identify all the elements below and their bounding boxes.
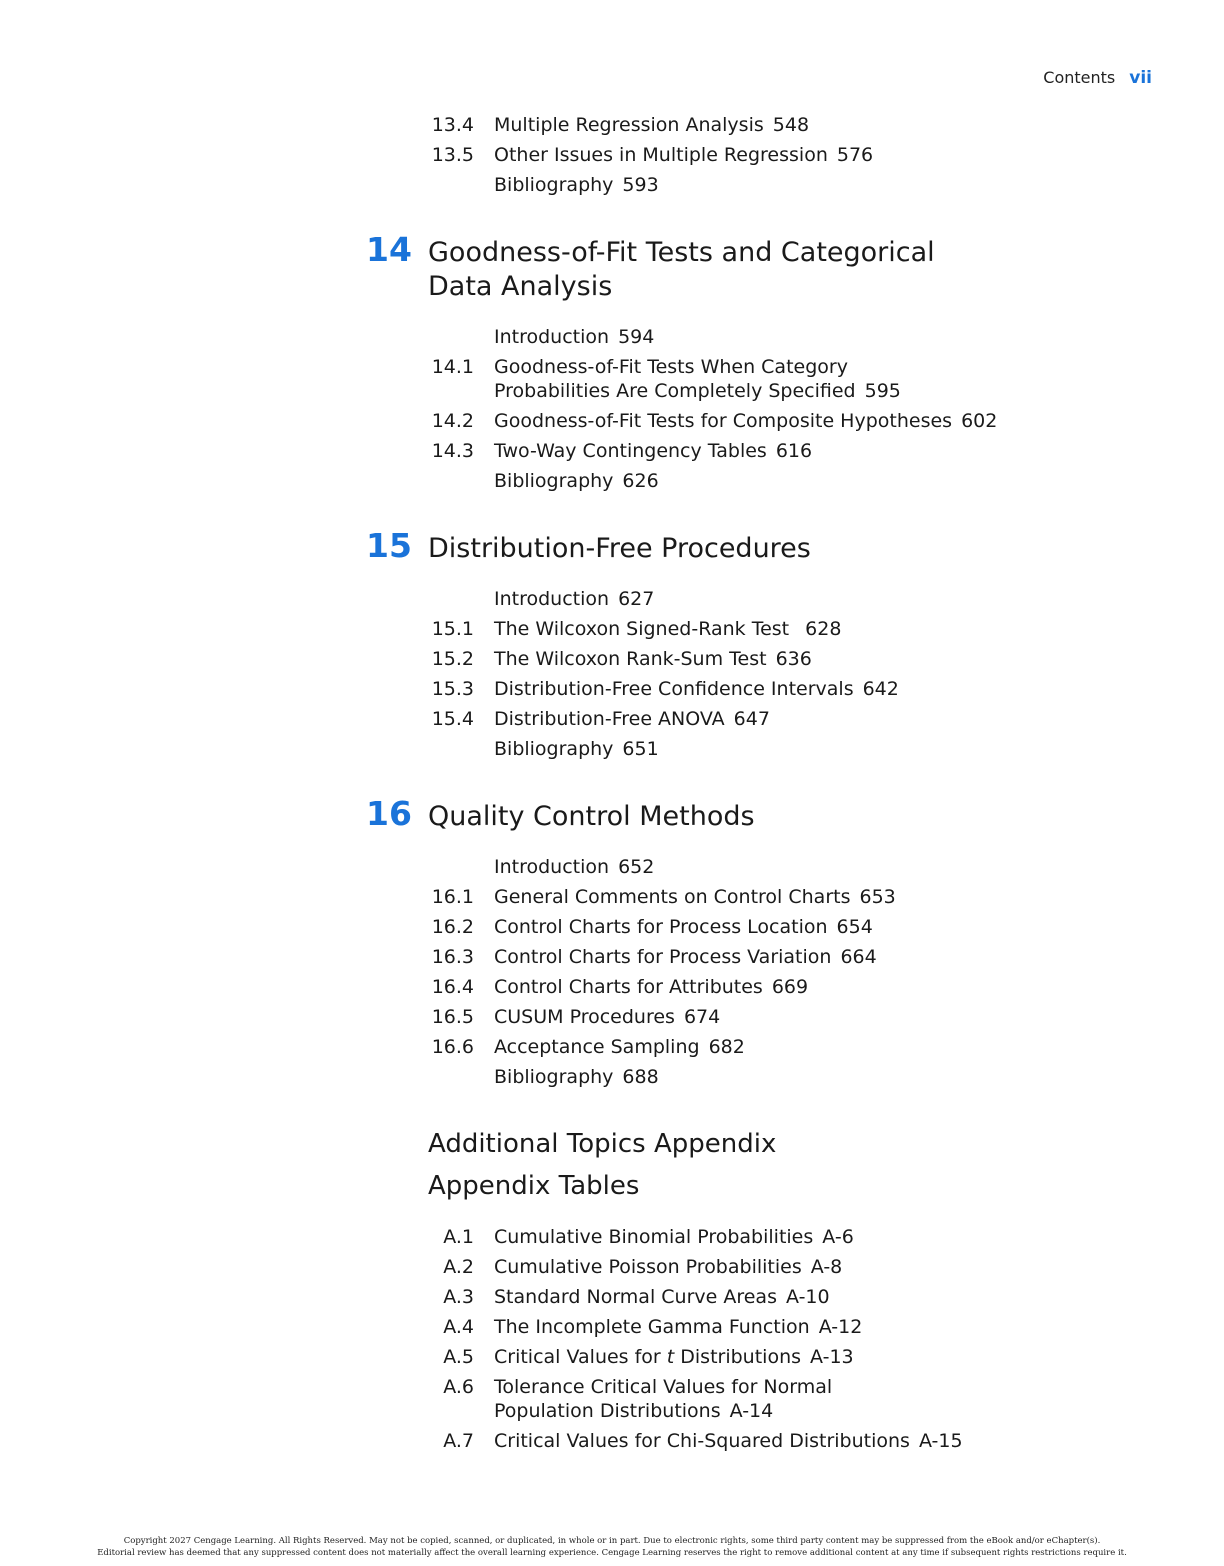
toc-entry-page: 651 — [622, 738, 659, 760]
toc-entry[interactable] — [494, 1345, 854, 1369]
toc-entry-page: 627 — [618, 588, 655, 610]
toc-entry-number: A.5 — [443, 1346, 474, 1368]
toc-entry-page: 647 — [733, 708, 770, 730]
toc-entry-number: 13.5 — [431, 144, 474, 166]
toc-entry-page: A-13 — [810, 1346, 854, 1368]
toc-entry[interactable] — [494, 1065, 659, 1089]
toc-entry-page: 674 — [683, 1006, 721, 1028]
toc-entry-title: Goodness-of-Fit Tests for Composite Hypotheses — [494, 410, 953, 432]
toc-entry[interactable] — [494, 1005, 720, 1029]
chapter-title-line: Distribution-Free Procedures — [428, 533, 811, 564]
toc-entry-page: 602 — [961, 410, 998, 432]
toc-entry[interactable] — [494, 1225, 854, 1249]
toc-entry-title: Control Charts for Process Variation — [494, 946, 832, 968]
toc-entry-number: 16.5 — [431, 1006, 474, 1028]
toc-entry-number: 14.2 — [431, 410, 474, 432]
chapter-title-line: Quality Control Methods — [428, 801, 755, 832]
toc-entry-title: Control Charts for Attributes — [494, 976, 763, 998]
chapter-title[interactable] — [428, 800, 755, 834]
toc-entry[interactable] — [494, 469, 659, 493]
toc-entry-title: Introduction — [494, 588, 610, 610]
toc-entry-page: 594 — [618, 326, 655, 348]
chapter-number: 16 — [366, 794, 412, 833]
toc-entry[interactable] — [494, 1375, 832, 1423]
toc-entry-page: A-12 — [818, 1316, 863, 1338]
toc-entry-title: Distributions — [674, 1346, 802, 1368]
toc-entry-title: Distribution-Free ANOVA — [494, 708, 725, 730]
toc-entry[interactable] — [494, 325, 654, 349]
toc-entry-title: Tolerance Critical Values for Normal — [494, 1376, 833, 1398]
chapter-title[interactable] — [428, 532, 811, 566]
toc-entry[interactable] — [494, 173, 659, 197]
toc-entry-number: 16.3 — [431, 946, 474, 968]
chapter-number: 15 — [366, 526, 412, 565]
running-head — [1043, 68, 1152, 88]
toc-entry-page: 688 — [622, 1066, 659, 1088]
toc-entry[interactable] — [494, 355, 901, 403]
toc-entry-number: 13.4 — [431, 114, 474, 136]
copyright-line: Editorial review has deemed that any suppressed content does not materially affect the overall learning experience. Cengage Learning reserves the right to remove additional content at any time if subsequent rights restrictions require it. — [97, 1548, 1127, 1558]
chapter-title[interactable] — [428, 236, 935, 304]
toc-entry-title-cont: Population Distributions — [494, 1400, 721, 1422]
toc-entry-number: A.2 — [443, 1256, 474, 1278]
page-number: vii — [1129, 68, 1152, 88]
toc-entry-number: 14.3 — [431, 440, 474, 462]
toc-entry[interactable] — [494, 587, 654, 611]
toc-entry-number: A.3 — [443, 1286, 474, 1308]
toc-entry-title: Critical Values for — [494, 1346, 667, 1368]
toc-entry[interactable] — [494, 617, 841, 641]
toc-entry-number: 16.1 — [431, 886, 474, 908]
toc-entry-number: 16.2 — [431, 916, 474, 938]
chapter-title-line: Data Analysis — [428, 271, 613, 302]
toc-entry[interactable] — [494, 737, 659, 761]
toc-entry-number: A.1 — [443, 1226, 474, 1248]
toc-entry-title: The Wilcoxon Signed-Rank Test — [494, 618, 790, 640]
toc-entry-number: 15.3 — [431, 678, 474, 700]
toc-entry-page: 576 — [836, 144, 874, 166]
toc-entry-page: 653 — [859, 886, 896, 908]
toc-entry-title: Multiple Regression Analysis — [494, 114, 764, 136]
toc-entry[interactable] — [494, 1255, 842, 1279]
toc-entry-title: Bibliography — [494, 174, 614, 196]
toc-entry-page: 595 — [864, 380, 901, 402]
toc-entry[interactable] — [494, 439, 812, 463]
toc-entry-title: Distribution-Free Confidence Intervals — [494, 678, 854, 700]
toc-entry-number: 15.1 — [431, 618, 474, 640]
toc-entry[interactable] — [494, 1285, 830, 1309]
toc-entry-number: A.7 — [443, 1430, 474, 1452]
toc-entry-number: 15.4 — [431, 708, 474, 730]
toc-entry-title: Cumulative Binomial Probabilities — [494, 1226, 814, 1248]
toc-entry-title-italic: t — [666, 1346, 675, 1368]
toc-entry-number: 14.1 — [431, 356, 474, 378]
toc-entry-page: 652 — [618, 856, 655, 878]
toc-entry-number: 16.4 — [431, 976, 474, 998]
toc-entry-number: A.4 — [443, 1316, 474, 1338]
toc-entry-page: A-15 — [918, 1430, 963, 1452]
toc-entry-page: 616 — [775, 440, 813, 462]
toc-entry[interactable] — [494, 885, 896, 909]
toc-entry-title: Standard Normal Curve Areas — [494, 1286, 777, 1308]
toc-entry-title: The Wilcoxon Rank-Sum Test — [494, 648, 767, 670]
toc-entry-title: Cumulative Poisson Probabilities — [494, 1256, 802, 1278]
copyright-notice — [0, 1535, 1224, 1559]
toc-entry-title: Control Charts for Process Location — [494, 916, 828, 938]
toc-entry-page: 669 — [771, 976, 809, 998]
toc-entry-title-cont: Probabilities Are Completely Specified — [494, 380, 856, 402]
toc-entry[interactable] — [494, 1035, 745, 1059]
toc-entry-title: The Incomplete Gamma Function — [494, 1316, 810, 1338]
toc-entry-page: 636 — [775, 648, 812, 670]
toc-entry-title: Goodness-of-Fit Tests When Category — [494, 356, 848, 378]
toc-entry-title: CUSUM Procedures — [494, 1006, 675, 1028]
toc-entry-page: 664 — [840, 946, 877, 968]
toc-entry-page: A-14 — [729, 1400, 774, 1422]
toc-entry-page: A-8 — [810, 1256, 843, 1278]
toc-entry[interactable] — [494, 143, 873, 167]
toc-entry[interactable] — [494, 677, 899, 701]
toc-entry-title: Bibliography — [494, 470, 614, 492]
toc-entry[interactable] — [494, 707, 770, 731]
toc-entry[interactable] — [494, 975, 808, 999]
toc-entry-page: 642 — [862, 678, 899, 700]
toc-entry-page: A-10 — [785, 1286, 830, 1308]
toc-entry-page: A-6 — [822, 1226, 854, 1248]
toc-entry-title: Introduction — [494, 326, 610, 348]
toc-entry-page: 628 — [805, 618, 842, 640]
toc-entry-page: 682 — [708, 1036, 745, 1058]
toc-entry-title: Bibliography — [494, 738, 614, 760]
toc-entry[interactable] — [494, 945, 877, 969]
toc-entry-page: 654 — [836, 916, 873, 938]
toc-entry[interactable] — [494, 1315, 862, 1339]
toc-entry-title: Other Issues in Multiple Regression — [494, 144, 828, 166]
toc-entry-title: General Comments on Control Charts — [494, 886, 851, 908]
toc-entry-title: Bibliography — [494, 1066, 614, 1088]
toc-entry[interactable] — [494, 409, 997, 433]
toc-entry[interactable] — [494, 1429, 963, 1453]
toc-entry[interactable] — [494, 113, 809, 137]
copyright-line: Copyright 2027 Cengage Learning. All Rights Reserved. May not be copied, scanned, or duplicated, in whole or in part. Due to electronic rights, some third party content may be suppressed from the eBook and/or eChapter(s). — [123, 1536, 1101, 1546]
toc-entry-page: 593 — [622, 174, 659, 196]
running-head-label: Contents — [1043, 68, 1116, 87]
toc-entry-title: Two-Way Contingency Tables — [494, 440, 767, 462]
toc-entry-page: 626 — [622, 470, 659, 492]
toc-entry-title: Acceptance Sampling — [494, 1036, 700, 1058]
appendix-tables-heading[interactable]: Appendix Tables — [428, 1171, 640, 1201]
toc-entry[interactable] — [494, 915, 873, 939]
toc-entry[interactable] — [494, 855, 654, 879]
toc-entry-number: 16.6 — [431, 1036, 474, 1058]
toc-entry-title: Critical Values for Chi-Squared Distributions — [494, 1430, 910, 1452]
additional-topics-heading[interactable]: Additional Topics Appendix — [428, 1129, 777, 1159]
toc-entry-page: 548 — [772, 114, 810, 136]
toc-entry-number: 15.2 — [431, 648, 474, 670]
toc-entry-title: Introduction — [494, 856, 610, 878]
toc-entry-number: A.6 — [443, 1376, 474, 1398]
chapter-number: 14 — [366, 230, 412, 269]
chapter-title-line: Goodness-of-Fit Tests and Categorical — [428, 237, 935, 268]
toc-entry[interactable] — [494, 647, 812, 671]
